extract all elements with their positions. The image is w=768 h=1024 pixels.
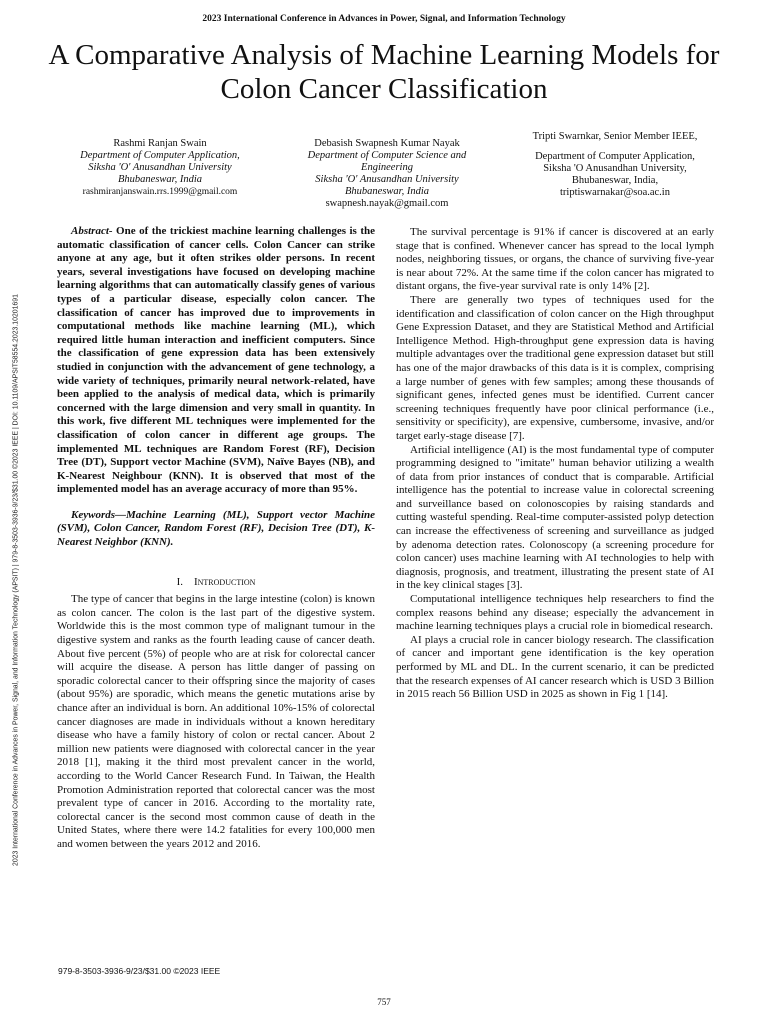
- body-paragraph: There are generally two types of techniques used for the identification and classification of colon cancer on the High throughput Gene Expression Dataset, and they are Statistical Method and Artificial Intelligence Method. High-throughput gene expression data is having multiple advantages over the traditional gene expression dataset but still has one of the major drawbacks of this data is it is complex, comprising a large number of genes with few samples; among these thousands of significant genes, infected genes must be identified. Current cancer screening techniques frequently have poor clinical performance (i.e., sensitivity or specificity), are expensive, cumbersome, invasive, and/or target early-stage disease [7].: [396, 293, 714, 442]
- body-paragraph: Computational intelligence techniques help researchers to find the complex reasons behind any disease; especially the advancement in machine learning techniques plays a crucial role in biomedical research.: [396, 593, 714, 633]
- author-affiliation: Bhubaneswar, India: [345, 186, 429, 197]
- body-paragraph: The survival percentage is 91% if cancer is discovered at an early stage that is confined. Whenever cancer has spread to the local lymph nodes, neighboring tissues, or organs, the chance of surviving five-year is near about 72%. At the same time if the colon cancer has migrated to distant organs, the five-year survival rate is only 14% [2].: [396, 226, 714, 293]
- author-name: Rashmi Ranjan Swain: [113, 138, 207, 149]
- author-name: Debasish Swapnesh Kumar Nayak: [314, 138, 460, 149]
- author-affiliation: Department of Computer Science and Engineering: [307, 150, 467, 173]
- page-number: 757: [377, 997, 391, 1007]
- section-number: I.: [176, 575, 183, 588]
- author-email: swapnesh.nayak@gmail.com: [325, 198, 449, 209]
- author-block-1: [40, 138, 280, 198]
- conference-header: 2023 International Conference in Advances in Power, Signal, and Information Technology: [202, 14, 566, 24]
- abstract-text: One of the trickiest machine learning challenges is the automatic classification of cancer cells. Colon Cancer can strike anyone at any age, but it often strikes older persons. In recent years, several investigations have focused on developing machine learning algorithms that can automatically classify genes of various types of a particular disease, especially colon cancer. The classification of cancer has improved due to improvements in computational methods like machine learning (ML), which required little human interaction and inefficient computers. Since the classification of gene expression data has been extensively studied in conjunction with the advancement of gene technology, a wide variety of techniques, primarily neural network-related, have been applied to the analysis of medical data, which is primarily concerned with the large dimension and very small in quantity. In this work, five different ML techniques were implemented for the classification of colon cancer in different age groups. The implemented ML techniques are Random Forest (RF), Decision Tree (DT), Support vector Machine (SVM), Naïve Bayes (NB), and K-Nearest Neighbour (KNN). It is observed that most of the implemented model has an average accuracy of more than 95%.: [57, 225, 375, 496]
- author-affiliation: Department of Computer Application,: [80, 150, 240, 161]
- section-title: Introduction: [193, 575, 256, 588]
- paper-title: A Comparative Analysis of Machine Learning Models for Colon Cancer Classification: [48, 39, 720, 105]
- copyright-footer: 979-8-3503-3936-9/23/$31.00 ©2023 IEEE: [58, 966, 221, 976]
- author-affiliation: Bhubaneswar, India: [118, 174, 202, 185]
- body-paragraph: Artificial intelligence (AI) is the most fundamental type of computer programming designed to "imitate" human behavior utilizing a wealth of data from prior instances of conduct that is comparable. Artificial intelligence has the potential to increase value in colorectal screening and surveillance based on colonoscopies by raising standards and cutting wasteful spending. Real-time computer-assisted polyp detection can increase the effectiveness of screening and surveillance as judged by adenoma detection rates. Colonoscopy (a screening procedure for colon cancer) uses machine learning with AI technologies to help with diagnosis, prognosis, and treatment, illustrating the present state of AI in the key clinical stages [3].: [396, 443, 714, 592]
- doi-sidebar: [10, 210, 22, 950]
- author-affiliation: Bhubaneswar, India,: [571, 175, 659, 186]
- author-block-2: [294, 138, 480, 210]
- section-heading: [57, 576, 375, 590]
- left-column: [57, 225, 375, 852]
- author-affiliation: Department of Computer Application,: [535, 151, 695, 162]
- right-column: [396, 226, 714, 702]
- body-paragraph: AI plays a crucial role in cancer biology research. The classification of cancer and important gene identification is the key operation performed by ML and DL. In the current scenario, it can be predicted that the research expenses of AI cancer research which is USD 3 Billion in 2015 reach 56 Billion USD in 2025 as shown in Fig 1 [14].: [396, 633, 714, 701]
- abstract: [57, 225, 375, 497]
- author-affiliation: Siksha 'O' Anusandhan University: [88, 162, 232, 173]
- author-name: Tripti Swarnkar, Senior Member IEEE,: [532, 131, 698, 142]
- keywords: Keywords—Machine Learning (ML), Support vector Machine (SVM), Colon Cancer, Random Forest (RF), Decision Tree (DT), K-Nearest Neighbor (KNN).: [57, 508, 375, 549]
- author-affiliation: Siksha 'O' Anusandhan University: [315, 174, 459, 185]
- author-email: triptiswarnakar@soa.ac.in: [560, 187, 670, 198]
- author-block-3: [500, 131, 730, 199]
- abstract-label: Abstract-: [71, 225, 113, 237]
- doi-sidebar-text: 2023 International Conference in Advances in Power, Signal, and Information Technology (APSIT) | 979-8-3503-3936-9/23/$31.00 ©2023 IEEE | DOI: 10.1109/APSIT58554.2023.10201691: [12, 294, 20, 866]
- author-affiliation: Siksha 'O Anusandhan University,: [543, 163, 687, 174]
- author-email: rashmiranjanswain.rrs.1999@gmail.com: [82, 187, 238, 197]
- intro-paragraph: The type of cancer that begins in the large intestine (colon) is known as colon cancer. The colon is the last part of the digestive system. Worldwide this is the most common type of malignant tumour in the digestive system and ranks as the fourth leading cause of cancer death. About five percent (5%) of people who are at risk for colorectal cancer will acquire the disease. A person has little danger of passing on sporadic colorectal cancer to their offspring since the majority of cases (about 95%) are sporadic, which means the genetic mutations arise by chance after an individual is born. An additional 10%-15% of colorectal cancer diagnoses are made in individuals without a known hereditary disease who have a family history of colon or rectal cancer. About 2 million new patients were diagnosed with colorectal cancer in the year 2018 [1], making it the third most prevalent cancer in the world, according to the World Cancer Research Fund. In Taiwan, the Health Promotion Administration reported that colorectal cancer was the most prevalent type of cancer in 2016. According to the mortality rate, colorectal cancer is the second most common cause of death in the United States, where there were 14.2 fatalities for every 100,000 men and women between the years 2012 and 2016.: [57, 593, 375, 850]
